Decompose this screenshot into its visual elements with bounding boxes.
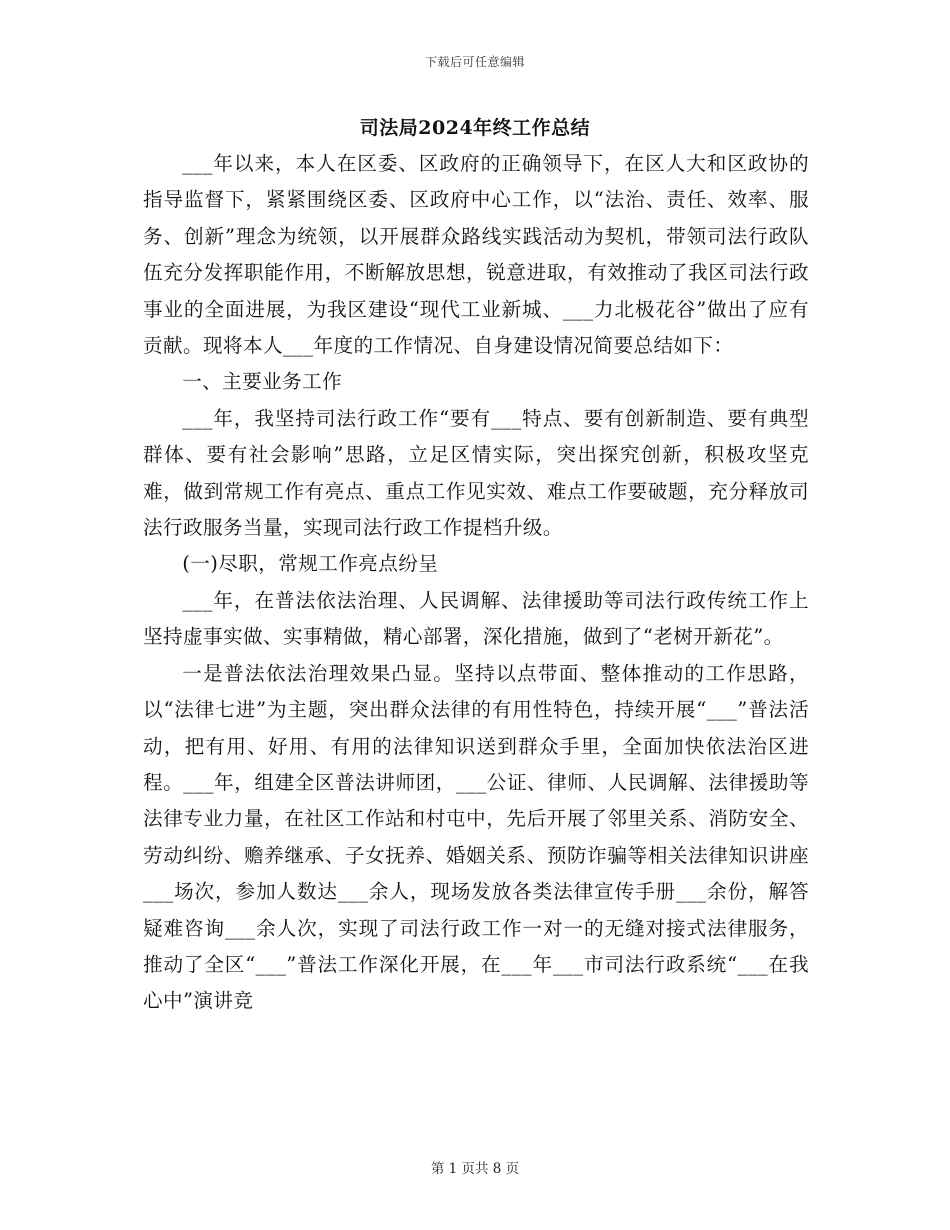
paragraph-legal-education: 一是普法依法治理效果凸显。坚持以点带面、整体推动的工作思路，以“法律七进”为主题，突出群众法律的有用性特色，持续开展“___”普法活动，把有用、好用、有用的法律知识送到群众手里，全面加快依法治区进程。___年，组建全区普法讲师团，___公证、律师、人民调解、法律援助等法律专业力量，在社区工作站和村屯中，先后开展了邻里关系、消防安全、劳动纠纷、赡养继承、子女抚养、婚姻关系、预防诈骗等相关法律知识讲座___场次，参加人数达___余人，现场发放各类法律宣传手册___余份，解答疑难咨询___余人次，实现了司法行政工作一对一的无缝对接式法律服务，推动了全区“___”普法工作深化开展，在___年___市司法行政系统“___在我心中”演讲竞 — [143, 661, 809, 1013]
document-title: 司法局2024年终工作总结 — [359, 117, 591, 139]
paragraph-routine-work: ___年，在普法依法治理、人民调解、法律援助等司法行政传统工作上坚持虚事实做、实事精做，精心部署，深化措施，做到了“老树开新花”。 — [143, 588, 809, 649]
document-body — [143, 146, 809, 1020]
paragraph-intro: ___年以来，本人在区委、区政府的正确领导下，在区人大和区政协的指导监督下，紧紧围绕区委、区政府中心工作，以“法治、责任、效率、服务、创新”理念为统领，以开展群众路线实践活动为契机，带领司法行政队伍充分发挥职能作用，不断解放思想，锐意进取，有效推动了我区司法行政事业的全面进展，为我区建设“现代工业新城、___力北极花谷”做出了应有贡献。现将本人___年度的工作情况、自身建设情况简要总结如下： — [143, 152, 809, 358]
page-number: 第 1 页共 8 页 — [430, 1161, 520, 1177]
subsection-heading-routine-work: (一)尽职，常规工作亮点纷呈 — [182, 552, 439, 576]
section-heading-main-work: 一、主要业务工作 — [182, 370, 343, 394]
paragraph-work-approach: ___年，我坚持司法行政工作“要有___特点、要有创新制造、要有典型群体、要有社会影响”思路，立足区情实际，突出探究创新，积极攻坚克难，做到常规工作有亮点、重点工作见实效、难点工作要破题，充分释放司法行政服务当量，实现司法行政工作提档升级。 — [143, 406, 809, 540]
page-header-note: 下载后可任意编辑 — [424, 55, 525, 69]
